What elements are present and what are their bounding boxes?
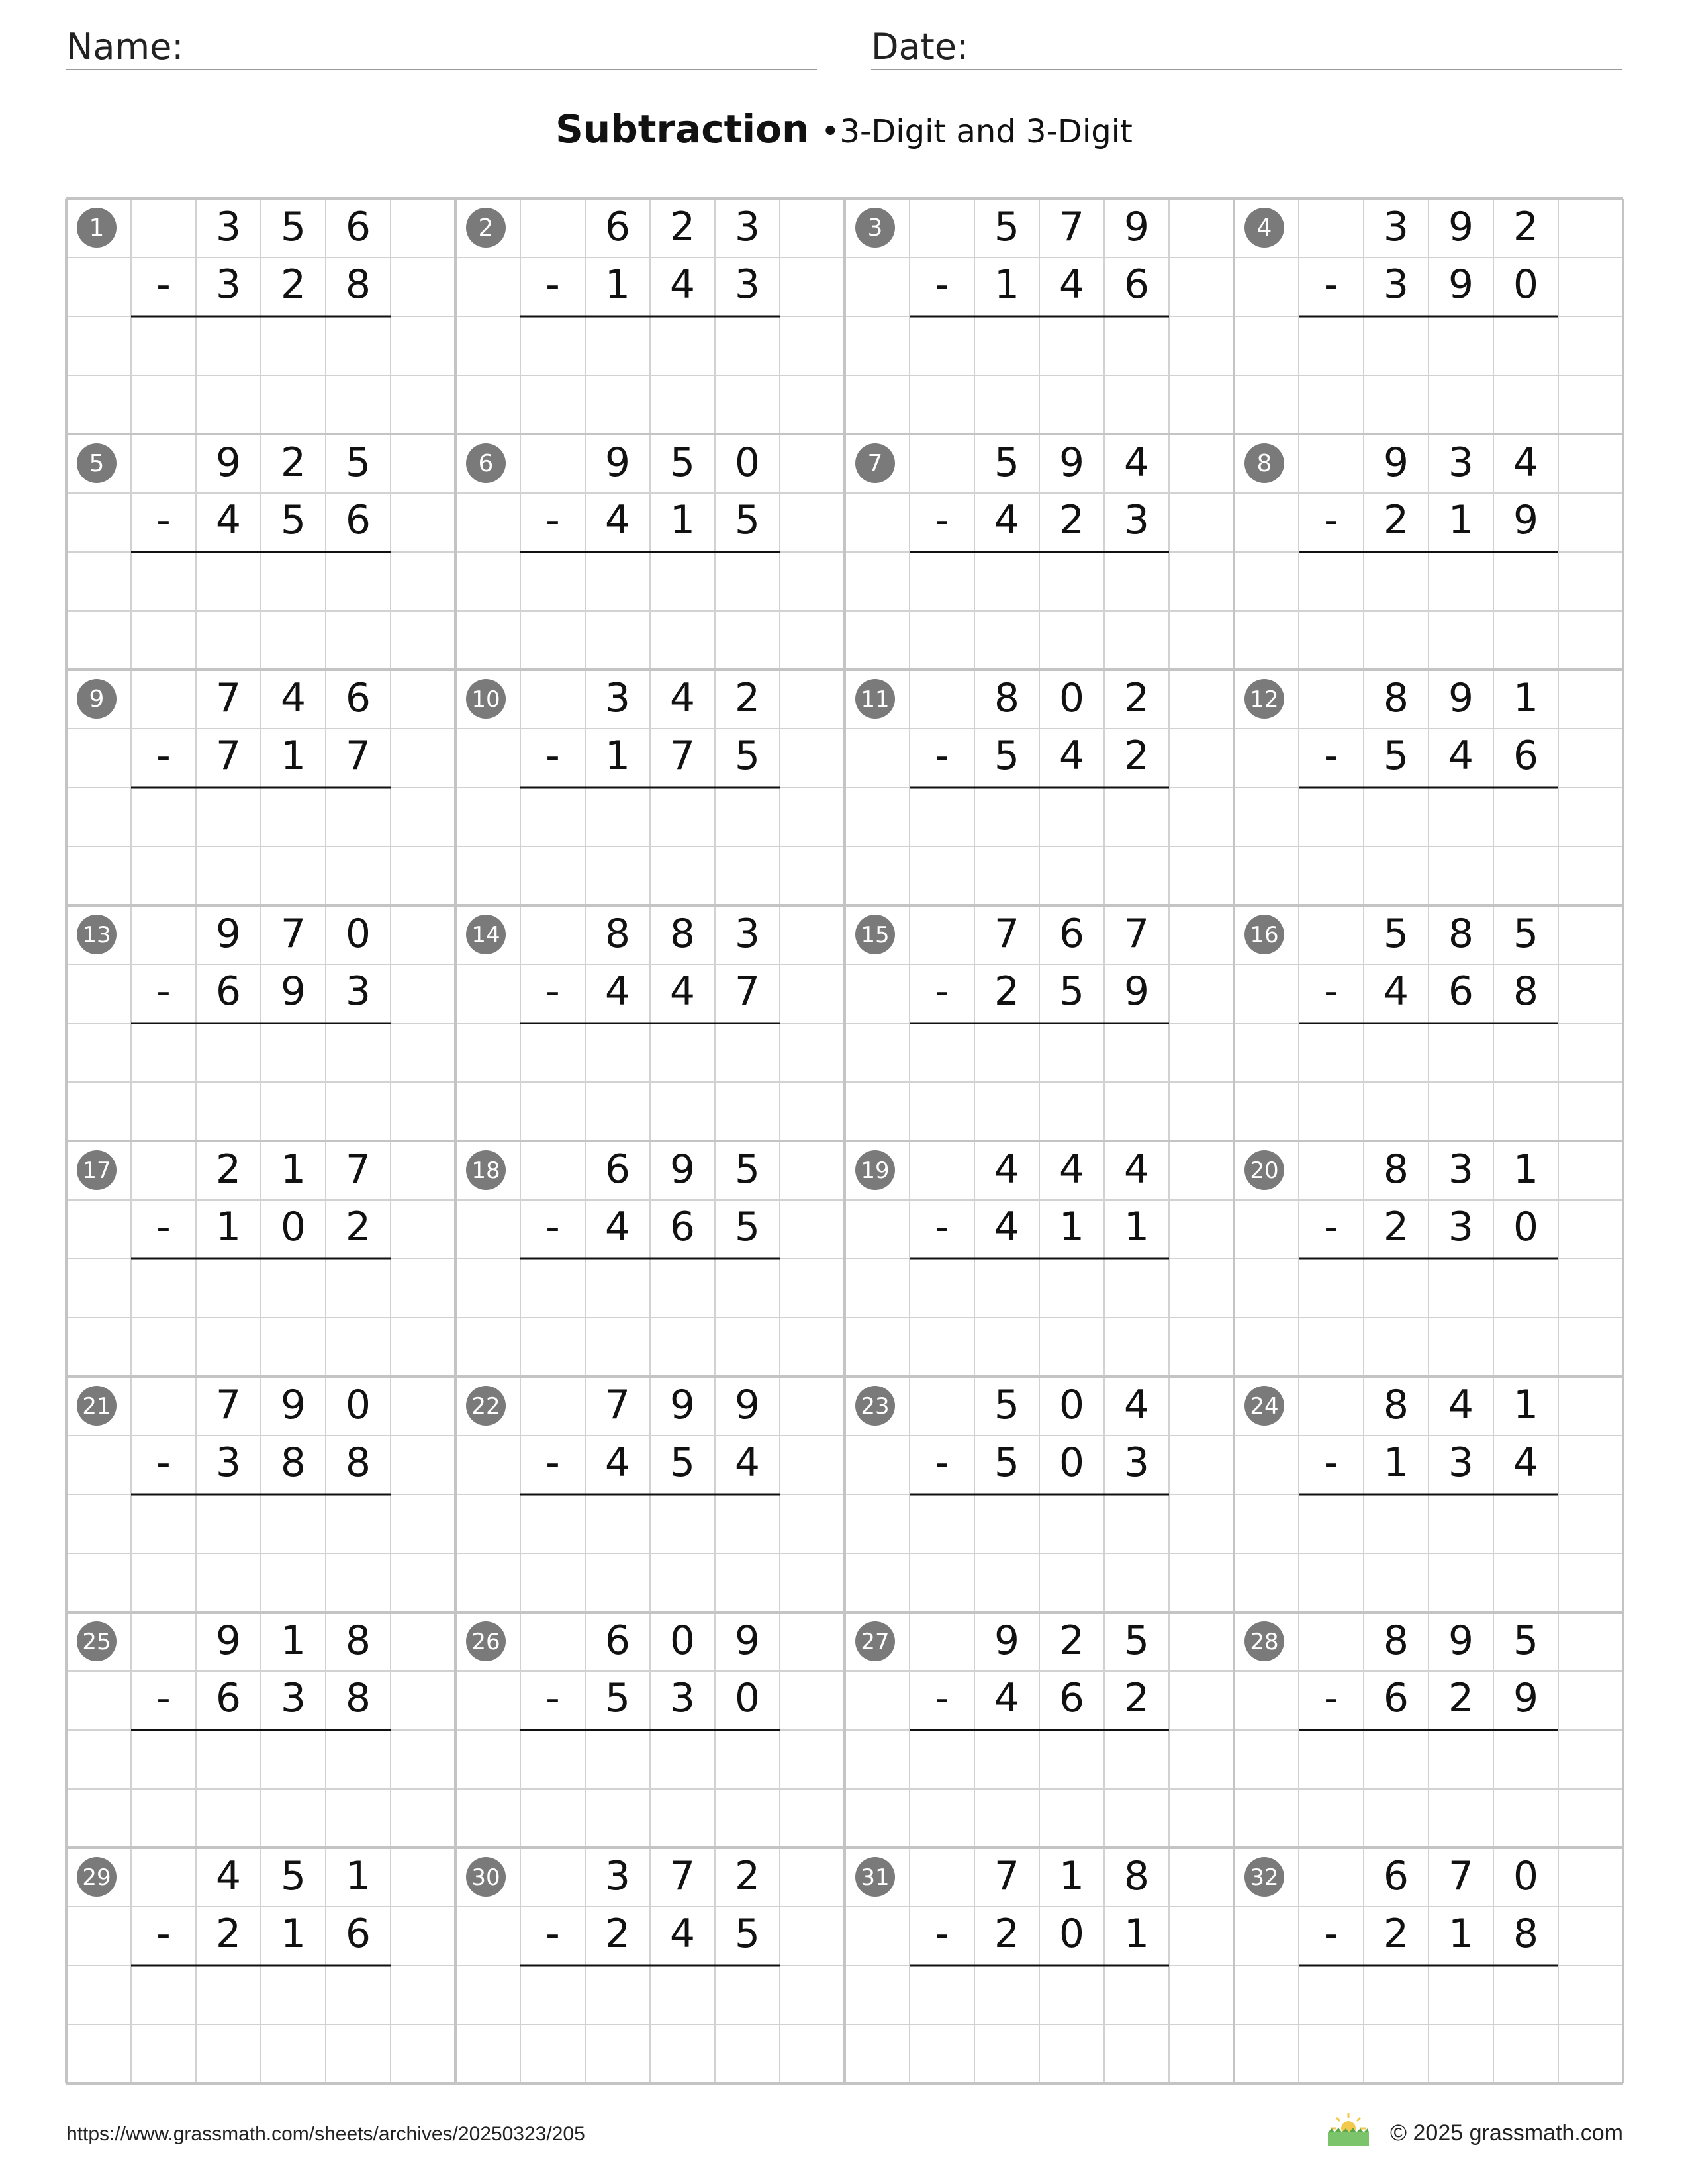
subtrahend-digit: 8 [280, 1439, 306, 1486]
minus-sign: - [545, 968, 560, 1015]
minuend-digit: 1 [345, 1853, 371, 1899]
minuend-digit: 1 [1513, 1382, 1539, 1428]
minuend-digit: 5 [280, 1853, 306, 1899]
minus-sign: - [545, 1675, 560, 1721]
minuend-digit: 2 [1123, 675, 1150, 721]
minus-sign: - [1324, 733, 1338, 779]
subtrahend-digit: 3 [1123, 497, 1150, 543]
minus-sign: - [156, 1204, 171, 1250]
minuend-digit: 7 [280, 911, 306, 957]
problem-number: 3 [867, 214, 883, 242]
subtrahend-digit: 1 [604, 733, 631, 779]
problem-number: 32 [1250, 1864, 1279, 1891]
minuend-digit: 7 [215, 1382, 242, 1428]
minuend-digit: 5 [280, 204, 306, 250]
minuend-digit: 3 [1448, 1146, 1474, 1193]
minuend-digit: 7 [994, 911, 1020, 957]
subtrahend-digit: 0 [1058, 1911, 1085, 1957]
minuend-digit: 1 [280, 1617, 306, 1664]
minuend-digit: 1 [280, 1146, 306, 1193]
subtrahend-digit: 5 [734, 1911, 761, 1957]
minus-sign: - [1324, 1911, 1338, 1957]
problem-number: 29 [82, 1864, 111, 1891]
subtrahend-digit: 2 [280, 261, 306, 308]
minus-sign: - [545, 1911, 560, 1957]
minuend-digit: 2 [1513, 204, 1539, 250]
minus-sign: - [1324, 1204, 1338, 1250]
minuend-digit: 9 [1448, 204, 1474, 250]
subtrahend-digit: 1 [1448, 497, 1474, 543]
problem-number: 27 [861, 1629, 890, 1655]
minuend-digit: 8 [994, 675, 1020, 721]
subtrahend-digit: 4 [994, 1204, 1020, 1250]
subtrahend-digit: 7 [345, 733, 371, 779]
subtrahend-digit: 4 [994, 497, 1020, 543]
minuend-digit: 9 [280, 1382, 306, 1428]
minuend-digit: 9 [215, 911, 242, 957]
subtrahend-digit: 9 [1448, 261, 1474, 308]
minus-sign: - [545, 1439, 560, 1486]
minuend-digit: 1 [1513, 1146, 1539, 1193]
subtrahend-digit: 1 [669, 497, 696, 543]
subtrahend-digit: 3 [345, 968, 371, 1015]
subtrahend-digit: 4 [734, 1439, 761, 1486]
problem-number: 13 [82, 922, 111, 948]
minuend-digit: 2 [734, 675, 761, 721]
problem-number: 23 [861, 1393, 890, 1420]
subtrahend-digit: 4 [1058, 733, 1085, 779]
minuend-digit: 4 [280, 675, 306, 721]
minuend-digit: 7 [215, 675, 242, 721]
minuend-digit: 0 [734, 439, 761, 486]
subtrahend-digit: 5 [669, 1439, 696, 1486]
minuend-digit: 5 [1123, 1617, 1150, 1664]
subtrahend-digit: 2 [215, 1911, 242, 1957]
subtrahend-digit: 0 [734, 1675, 761, 1721]
minuend-digit: 8 [1383, 1382, 1409, 1428]
minus-sign: - [156, 968, 171, 1015]
subtrahend-digit: 2 [994, 1911, 1020, 1957]
minus-sign: - [545, 261, 560, 308]
subtrahend-digit: 2 [994, 968, 1020, 1015]
minuend-digit: 5 [1383, 911, 1409, 957]
minuend-digit: 7 [345, 1146, 371, 1193]
subtrahend-digit: 4 [669, 261, 696, 308]
subtrahend-digit: 0 [280, 1204, 306, 1250]
minuend-digit: 0 [1058, 1382, 1085, 1428]
subtrahend-digit: 1 [994, 261, 1020, 308]
subtrahend-digit: 8 [345, 261, 371, 308]
minuend-digit: 3 [734, 204, 761, 250]
minuend-digit: 7 [1448, 1853, 1474, 1899]
subtrahend-digit: 6 [1513, 733, 1539, 779]
minus-sign: - [156, 497, 171, 543]
minuend-digit: 3 [1383, 204, 1409, 250]
minuend-digit: 3 [604, 675, 631, 721]
subtrahend-digit: 3 [734, 261, 761, 308]
subtrahend-digit: 1 [280, 733, 306, 779]
subtrahend-digit: 6 [345, 497, 371, 543]
minuend-digit: 2 [215, 1146, 242, 1193]
minuend-digit: 3 [1448, 439, 1474, 486]
subtrahend-digit: 2 [1383, 497, 1409, 543]
subtrahend-digit: 4 [604, 1204, 631, 1250]
minus-sign: - [156, 733, 171, 779]
subtrahend-digit: 3 [1123, 1439, 1150, 1486]
subtrahend-digit: 3 [215, 1439, 242, 1486]
minuend-digit: 4 [1123, 1146, 1150, 1193]
subtrahend-digit: 4 [1448, 733, 1474, 779]
subtrahend-digit: 5 [604, 1675, 631, 1721]
subtrahend-digit: 7 [669, 733, 696, 779]
minuend-digit: 6 [604, 1617, 631, 1664]
subtrahend-digit: 3 [215, 261, 242, 308]
minuend-digit: 1 [1058, 1853, 1085, 1899]
minuend-digit: 4 [1513, 439, 1539, 486]
problem-number: 28 [1250, 1629, 1279, 1655]
subtrahend-digit: 2 [345, 1204, 371, 1250]
subtrahend-digit: 1 [1123, 1204, 1150, 1250]
minuend-digit: 8 [1383, 1146, 1409, 1193]
minuend-digit: 9 [1123, 204, 1150, 250]
minuend-digit: 5 [994, 439, 1020, 486]
minuend-digit: 9 [1448, 675, 1474, 721]
subtrahend-digit: 3 [280, 1675, 306, 1721]
subtrahend-digit: 1 [215, 1204, 242, 1250]
subtrahend-digit: 4 [1513, 1439, 1539, 1486]
problem-number: 20 [1250, 1158, 1279, 1184]
problem-number: 12 [1250, 686, 1279, 713]
minuend-digit: 3 [734, 911, 761, 957]
problem-number: 6 [478, 450, 494, 477]
minuend-digit: 8 [1383, 1617, 1409, 1664]
minus-sign: - [935, 1675, 949, 1721]
minuend-digit: 9 [215, 439, 242, 486]
subtrahend-digit: 6 [215, 968, 242, 1015]
minus-sign: - [545, 733, 560, 779]
subtrahend-digit: 2 [1123, 1675, 1150, 1721]
subtrahend-digit: 4 [604, 497, 631, 543]
minus-sign: - [935, 261, 949, 308]
minuend-digit: 1 [1513, 675, 1539, 721]
title-main: Subtraction [555, 107, 810, 152]
subtrahend-digit: 1 [1058, 1204, 1085, 1250]
minuend-digit: 3 [215, 204, 242, 250]
subtrahend-digit: 0 [1058, 1439, 1085, 1486]
subtrahend-digit: 5 [280, 497, 306, 543]
subtrahend-digit: 6 [1448, 968, 1474, 1015]
subtrahend-digit: 1 [604, 261, 631, 308]
subtrahend-digit: 5 [994, 1439, 1020, 1486]
subtrahend-digit: 4 [669, 968, 696, 1015]
subtrahend-digit: 5 [734, 733, 761, 779]
minuend-digit: 9 [669, 1382, 696, 1428]
subtrahend-digit: 2 [1383, 1204, 1409, 1250]
minuend-digit: 0 [345, 1382, 371, 1428]
minuend-digit: 7 [1058, 204, 1085, 250]
minus-sign: - [935, 968, 949, 1015]
subtrahend-digit: 6 [669, 1204, 696, 1250]
subtrahend-digit: 5 [734, 497, 761, 543]
subtrahend-digit: 5 [1058, 968, 1085, 1015]
minuend-digit: 2 [1058, 1617, 1085, 1664]
problem-number: 5 [89, 450, 105, 477]
subtrahend-digit: 9 [1513, 1675, 1539, 1721]
minuend-digit: 8 [1123, 1853, 1150, 1899]
subtrahend-digit: 6 [1123, 261, 1150, 308]
minuend-digit: 6 [604, 1146, 631, 1193]
subtrahend-digit: 3 [1448, 1204, 1474, 1250]
subtrahend-digit: 7 [215, 733, 242, 779]
minuend-digit: 8 [345, 1617, 371, 1664]
subtrahend-digit: 5 [734, 1204, 761, 1250]
subtrahend-digit: 1 [1123, 1911, 1150, 1957]
problem-number: 10 [471, 686, 500, 713]
subtrahend-digit: 4 [994, 1675, 1020, 1721]
minuend-digit: 4 [994, 1146, 1020, 1193]
minuend-digit: 9 [1448, 1617, 1474, 1664]
footer-copyright: © 2025 grassmath.com [1390, 2120, 1623, 2146]
problem-number: 4 [1256, 214, 1272, 242]
subtrahend-digit: 1 [1448, 1911, 1474, 1957]
minuend-digit: 9 [994, 1617, 1020, 1664]
minus-sign: - [935, 497, 949, 543]
problem-number: 2 [478, 214, 494, 242]
subtrahend-digit: 1 [280, 1911, 306, 1957]
minuend-digit: 6 [604, 204, 631, 250]
subtrahend-digit: 9 [280, 968, 306, 1015]
minus-sign: - [545, 497, 560, 543]
subtrahend-digit: 4 [604, 1439, 631, 1486]
subtrahend-digit: 4 [604, 968, 631, 1015]
minuend-digit: 9 [734, 1617, 761, 1664]
minuend-digit: 4 [215, 1853, 242, 1899]
minuend-digit: 5 [669, 439, 696, 486]
subtrahend-digit: 6 [215, 1675, 242, 1721]
problem-number: 7 [867, 450, 883, 477]
subtrahend-digit: 6 [1383, 1675, 1409, 1721]
minus-sign: - [1324, 261, 1338, 308]
subtrahend-digit: 9 [1123, 968, 1150, 1015]
minuend-digit: 5 [994, 204, 1020, 250]
minuend-digit: 5 [345, 439, 371, 486]
subtrahend-digit: 4 [1383, 968, 1409, 1015]
title-bullet: • [821, 113, 840, 150]
subtrahend-digit: 5 [1383, 733, 1409, 779]
minuend-digit: 5 [994, 1382, 1020, 1428]
problem-number: 22 [471, 1393, 500, 1420]
minus-sign: - [156, 1675, 171, 1721]
minuend-digit: 7 [669, 1853, 696, 1899]
subtrahend-digit: 3 [669, 1675, 696, 1721]
minus-sign: - [156, 261, 171, 308]
subtrahend-digit: 4 [1058, 261, 1085, 308]
minuend-digit: 6 [345, 204, 371, 250]
subtrahend-digit: 5 [994, 733, 1020, 779]
minus-sign: - [1324, 968, 1338, 1015]
minuend-digit: 2 [669, 204, 696, 250]
minus-sign: - [545, 1204, 560, 1250]
minus-sign: - [1324, 1675, 1338, 1721]
minuend-digit: 9 [1383, 439, 1409, 486]
minuend-digit: 5 [734, 1146, 761, 1193]
subtrahend-digit: 3 [1448, 1439, 1474, 1486]
subtrahend-digit: 2 [1123, 733, 1150, 779]
subtrahend-digit: 3 [1383, 261, 1409, 308]
problem-number: 31 [861, 1864, 890, 1891]
problem-number: 21 [82, 1393, 111, 1420]
problem-number: 30 [471, 1864, 500, 1891]
minus-sign: - [1324, 1439, 1338, 1486]
subtrahend-digit: 0 [1513, 1204, 1539, 1250]
minuend-digit: 9 [215, 1617, 242, 1664]
minus-sign: - [935, 1911, 949, 1957]
minuend-digit: 5 [1513, 1617, 1539, 1664]
subtrahend-digit: 8 [345, 1675, 371, 1721]
minuend-digit: 9 [1058, 439, 1085, 486]
minus-sign: - [1324, 497, 1338, 543]
problem-number: 8 [1256, 450, 1272, 477]
minuend-digit: 9 [669, 1146, 696, 1193]
minuend-digit: 8 [1383, 675, 1409, 721]
subtrahend-digit: 1 [1383, 1439, 1409, 1486]
subtrahend-digit: 2 [1383, 1911, 1409, 1957]
minuend-digit: 4 [1448, 1382, 1474, 1428]
subtrahend-digit: 8 [345, 1439, 371, 1486]
minuend-digit: 5 [1513, 911, 1539, 957]
minus-sign: - [156, 1911, 171, 1957]
subtrahend-digit: 2 [604, 1911, 631, 1957]
problem-number: 18 [471, 1158, 500, 1184]
minuend-digit: 4 [1058, 1146, 1085, 1193]
minuend-digit: 6 [345, 675, 371, 721]
problem-number: 14 [471, 922, 500, 948]
subtrahend-digit: 0 [1513, 261, 1539, 308]
subtrahend-digit: 7 [734, 968, 761, 1015]
name-label: Name: [66, 26, 184, 68]
minus-sign: - [935, 733, 949, 779]
minuend-digit: 0 [1513, 1853, 1539, 1899]
minuend-digit: 8 [604, 911, 631, 957]
subtrahend-digit: 4 [669, 1911, 696, 1957]
minuend-digit: 9 [604, 439, 631, 486]
minus-sign: - [935, 1204, 949, 1250]
minuend-digit: 0 [1058, 675, 1085, 721]
subtrahend-digit: 6 [1058, 1675, 1085, 1721]
subtrahend-digit: 9 [1513, 497, 1539, 543]
minuend-digit: 3 [604, 1853, 631, 1899]
date-label: Date: [871, 26, 969, 68]
subtrahend-digit: 2 [1058, 497, 1085, 543]
footer-url[interactable]: https://www.grassmath.com/sheets/archives/20250323/205 [66, 2123, 585, 2145]
subtrahend-digit: 8 [1513, 1911, 1539, 1957]
problem-number: 17 [82, 1158, 111, 1184]
minuend-digit: 6 [1058, 911, 1085, 957]
minuend-digit: 8 [669, 911, 696, 957]
minuend-digit: 4 [1123, 1382, 1150, 1428]
problem-number: 11 [861, 686, 890, 713]
subtrahend-digit: 6 [345, 1911, 371, 1957]
minuend-digit: 6 [1383, 1853, 1409, 1899]
problem-number: 19 [861, 1158, 890, 1184]
minuend-digit: 2 [734, 1853, 761, 1899]
problem-number: 1 [89, 214, 105, 242]
grassmath-logo-icon [1325, 2109, 1372, 2147]
subtrahend-digit: 2 [1448, 1675, 1474, 1721]
problem-number: 25 [82, 1629, 111, 1655]
minus-sign: - [935, 1439, 949, 1486]
minuend-digit: 7 [604, 1382, 631, 1428]
problem-number: 24 [1250, 1393, 1279, 1420]
subtrahend-digit: 4 [215, 497, 242, 543]
minuend-digit: 8 [1448, 911, 1474, 957]
problem-number: 26 [471, 1629, 500, 1655]
minuend-digit: 7 [1123, 911, 1150, 957]
title-subtitle: 3-Digit and 3-Digit [839, 113, 1133, 150]
minuend-digit: 9 [734, 1382, 761, 1428]
minuend-digit: 2 [280, 439, 306, 486]
problem-number: 9 [89, 686, 105, 713]
problem-number: 15 [861, 922, 890, 948]
minuend-digit: 0 [669, 1617, 696, 1664]
subtrahend-digit: 8 [1513, 968, 1539, 1015]
minuend-digit: 4 [669, 675, 696, 721]
minuend-digit: 0 [345, 911, 371, 957]
minuend-digit: 4 [1123, 439, 1150, 486]
minuend-digit: 7 [994, 1853, 1020, 1899]
problem-number: 16 [1250, 922, 1279, 948]
minus-sign: - [156, 1439, 171, 1486]
